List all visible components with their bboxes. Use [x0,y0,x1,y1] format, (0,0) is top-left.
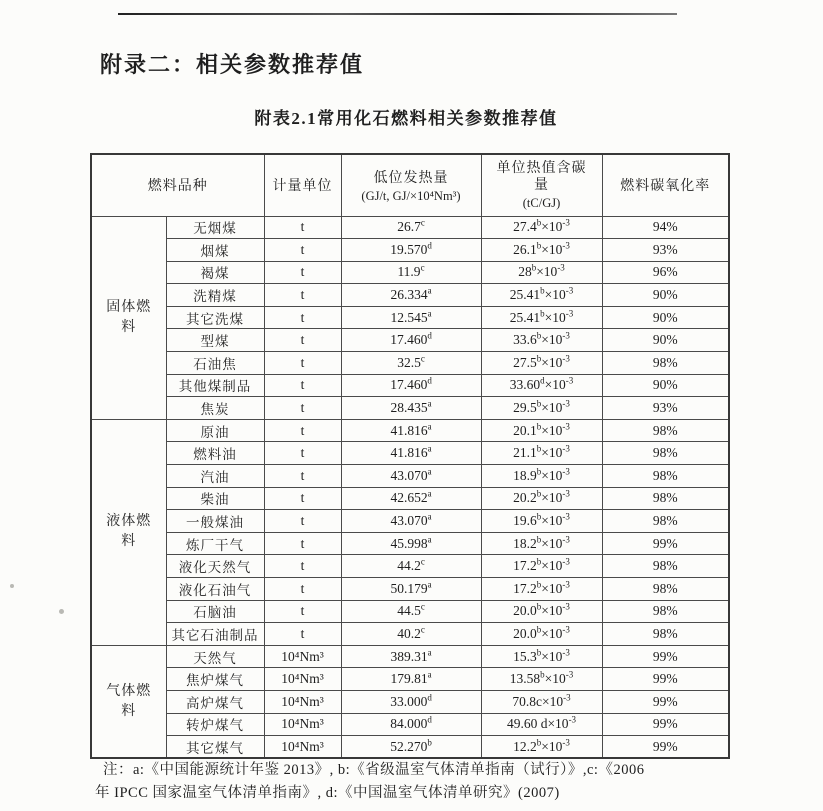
footnote-line-1: 注：a:《中国能源统计年鉴 2013》, b:《省级温室气体清单指南（试行）》,c:《2006 [103,762,645,778]
carbon-content-cell: $27.4^b\times 10^{-3}$ [481,216,602,239]
footnote-marker: -3 [562,443,570,454]
footnote-marker: b [540,285,545,296]
scan-speck [10,584,14,588]
carbon-content-cell: $29.5^b\times 10^{-3}$ [481,397,602,420]
fuel-category-label: 固体燃料 [106,299,152,335]
table-row [91,532,729,555]
footnote-marker: b [536,466,542,477]
fuel-name-cell: 石脑油 [166,600,264,623]
oxidation-rate-cell: 90% [602,306,729,329]
fuel-name-cell: 焦炉煤气 [166,668,264,691]
footnote-marker: d [427,692,432,703]
oxidation-rate-cell: 99% [602,690,729,713]
fuel-name-cell: 高炉煤气 [166,690,264,713]
fuel-parameters-table [90,153,730,759]
fuel-name-cell: 一般煤油 [166,510,264,533]
footnote-marker: b [536,240,542,251]
footnote-marker: -3 [563,692,571,703]
footnote-marker: b [536,579,542,590]
col-header-unit [264,154,341,216]
oxidation-rate-cell: 98% [602,600,729,623]
footnote-marker: d [427,330,432,341]
fuel-category-cell [91,419,166,645]
scan-speck [59,609,64,614]
footnote-marker: -3 [562,466,570,477]
ncv-cell: 41.816$^a$ [341,442,481,465]
header-row [91,154,729,216]
table-row [91,442,729,465]
carbon-content-cell: $33.60^d\times 10^{-3}$ [481,374,602,397]
carbon-content-cell: $18.9^b\times 10^{-3}$ [481,465,602,488]
unit-cell: 10⁴Nm³ [264,736,341,759]
footnote-marker: -3 [562,421,570,432]
ncv-cell: 28.435$^a$ [341,397,481,420]
fuel-name-cell: 褐煤 [166,261,264,284]
unit-cell: t [264,600,341,623]
footnote-marker: -3 [562,217,570,228]
table-row [91,487,729,510]
footnote-marker: b [536,443,542,454]
unit-cell: t [264,465,341,488]
footnote-marker: a [427,308,432,319]
footnote-marker: a [427,488,432,499]
ncv-cell: 33.000$^d$ [341,690,481,713]
footnote-marker: -3 [568,714,577,725]
table-row [91,623,729,646]
footnote-marker: a [427,511,432,522]
ncv-cell: 42.652$^a$ [341,487,481,510]
footnote-marker: c [420,556,425,567]
unit-cell: t [264,487,341,510]
ncv-cell: 19.570$^d$ [341,239,481,262]
footnote-marker: -3 [562,624,570,635]
unit-cell: t [264,216,341,239]
oxidation-rate-cell: 98% [602,352,729,375]
unit-cell: t [264,352,341,375]
table-row [91,397,729,420]
appendix-title: 附录二：相关参数推荐值 [100,52,365,77]
footnote-marker: c [420,353,425,364]
carbon-content-cell: $19.6^b\times 10^{-3}$ [481,510,602,533]
ncv-cell: 84.000$^d$ [341,713,481,736]
oxidation-rate-cell: 98% [602,465,729,488]
table-header [91,154,729,216]
unit-cell: t [264,239,341,262]
footnote-marker: -3 [562,647,570,658]
ncv-cell: 11.9$^c$ [341,261,481,284]
fuel-name-cell: 燃料油 [166,442,264,465]
oxidation-rate-cell: 99% [602,532,729,555]
oxidation-rate-cell: 99% [602,645,729,668]
col-header-unit-label: 计量单位 [272,179,333,195]
ncv-cell: 26.334$^a$ [341,284,481,307]
footnote-marker: b [536,353,542,364]
footnote-marker: -3 [562,330,570,341]
table-row [91,261,729,284]
fuel-name-cell: 其它煤气 [166,736,264,759]
table-footnotes [95,759,743,805]
col-header-fuel-type-label: 燃料品种 [147,179,208,195]
footnote-marker: -3 [565,285,574,296]
unit-cell: t [264,306,341,329]
carbon-content-cell: $21.1^b\times 10^{-3}$ [481,442,602,465]
carbon-content-cell: $12.2^b\times 10^{-3}$ [481,736,602,759]
carbon-content-cell: $20.2^b\times 10^{-3}$ [481,487,602,510]
footnote-marker: b [427,737,432,748]
col-header-fuel-type [91,154,264,216]
carbon-content-cell: $25.41^b\times 10^{-3}$ [481,306,602,329]
footnote-marker: b [536,534,542,545]
oxidation-rate-cell: 94% [602,216,729,239]
fuel-category-cell [91,645,166,758]
footnote-marker: -3 [565,308,574,319]
fuel-name-cell: 其他煤制品 [166,374,264,397]
unit-cell: 10⁴Nm³ [264,690,341,713]
col-header-carbon-title: 单位热值含碳量 [496,160,587,193]
ncv-cell: 179.81$^a$ [341,668,481,691]
footnote-marker: -3 [562,556,570,567]
fuel-name-cell: 液化石油气 [166,578,264,601]
footnote-marker: -3 [562,601,570,612]
unit-cell: t [264,555,341,578]
fuel-category-label: 气体燃料 [106,683,152,719]
footnote-marker: a [427,647,432,658]
footnote-marker: b [536,624,542,635]
footnote-marker: d [427,714,432,725]
oxidation-rate-cell: 98% [602,510,729,533]
unit-cell: t [264,374,341,397]
fuel-name-cell: 无烟煤 [166,216,264,239]
footnote-marker: b [540,669,545,680]
table-row [91,510,729,533]
footnote-marker: a [427,398,432,409]
fuel-name-cell: 石油焦 [166,352,264,375]
footnote-marker: -3 [562,353,570,364]
oxidation-rate-cell: 98% [602,578,729,601]
footnote-marker: c [420,624,425,635]
fuel-category-cell [91,216,166,419]
fuel-name-cell: 其它石油制品 [166,623,264,646]
ncv-cell: 32.5$^c$ [341,352,481,375]
footnote-marker: -3 [562,398,570,409]
table-row [91,668,729,691]
unit-cell: t [264,578,341,601]
table-row [91,284,729,307]
table-row [91,216,729,239]
footnote-marker: b [536,421,542,432]
unit-cell: 10⁴Nm³ [264,713,341,736]
fuel-name-cell: 烟煤 [166,239,264,262]
unit-cell: t [264,510,341,533]
carbon-content-cell: $17.2^b\times 10^{-3}$ [481,578,602,601]
ncv-cell: 40.2$^c$ [341,623,481,646]
footnote-marker: b [536,737,542,748]
footnote-marker: b [536,647,542,658]
carbon-content-cell: $25.41^b\times 10^{-3}$ [481,284,602,307]
oxidation-rate-cell: 99% [602,713,729,736]
footnote-marker: c [420,601,425,612]
ncv-cell: 26.7$^c$ [341,216,481,239]
oxidation-rate-cell: 90% [602,284,729,307]
carbon-content-cell: $33.6^b\times 10^{-3}$ [481,329,602,352]
fuel-name-cell: 洗精煤 [166,284,264,307]
footnote-marker: d [540,375,545,386]
oxidation-rate-cell: 99% [602,668,729,691]
col-header-ncv [341,154,481,216]
table-row [91,419,729,442]
oxidation-rate-cell: 93% [602,397,729,420]
footnote-marker: b [531,262,537,273]
footnote-marker: -3 [562,488,570,499]
fuel-name-cell: 转炉煤气 [166,713,264,736]
footnote-marker: a [427,443,432,454]
footnote-marker: d [427,375,432,386]
oxidation-rate-cell: 93% [602,239,729,262]
unit-cell: t [264,532,341,555]
col-header-ncv-title: 低位发热量 [373,170,449,186]
carbon-content-cell: 49.60 $d\times 10^{-3}$ [481,713,602,736]
footnote-marker: b [536,601,542,612]
footnote-marker: b [536,511,542,522]
col-header-carbon [481,154,602,216]
carbon-content-cell: $17.2^b\times 10^{-3}$ [481,555,602,578]
oxidation-rate-cell: 99% [602,736,729,759]
fuel-name-cell: 其它洗煤 [166,306,264,329]
fuel-name-cell: 原油 [166,419,264,442]
ncv-cell: 389.31$^a$ [341,645,481,668]
footnote-marker: -3 [562,534,570,545]
footnote-marker: -3 [565,375,574,386]
footnote-marker: -3 [557,262,565,273]
footnote-marker: c [420,262,425,273]
oxidation-rate-cell: 90% [602,374,729,397]
ncv-cell: 12.545$^a$ [341,306,481,329]
fuel-name-cell: 柴油 [166,487,264,510]
unit-cell: t [264,329,341,352]
unit-cell: t [264,284,341,307]
ncv-cell: 44.2$^c$ [341,555,481,578]
ncv-cell: 17.460$^d$ [341,329,481,352]
footnote-marker: a [427,579,432,590]
table-row [91,374,729,397]
unit-cell: t [264,442,341,465]
fuel-name-cell: 型煤 [166,329,264,352]
table-row [91,713,729,736]
carbon-content-cell: $26.1^b\times 10^{-3}$ [481,239,602,262]
footnote-marker: a [427,285,432,296]
footnote-marker: -3 [562,240,570,251]
footnote-marker: b [536,556,542,567]
carbon-content-cell: $15.3^b\times 10^{-3}$ [481,645,602,668]
fuel-name-cell: 液化天然气 [166,555,264,578]
carbon-content-cell: $20.1^b\times 10^{-3}$ [481,419,602,442]
footnote-marker: -3 [562,511,570,522]
footnote-marker: a [427,534,432,545]
ncv-cell: 17.460$^d$ [341,374,481,397]
unit-cell: 10⁴Nm³ [264,668,341,691]
ncv-cell: 50.179$^a$ [341,578,481,601]
ncv-cell: 44.5$^c$ [341,600,481,623]
oxidation-rate-cell: 96% [602,261,729,284]
ncv-cell: 52.270$^b$ [341,736,481,759]
fuel-name-cell: 炼厂干气 [166,532,264,555]
unit-cell: t [264,419,341,442]
footnote-marker: b [536,488,542,499]
table-row [91,352,729,375]
oxidation-rate-cell: 98% [602,419,729,442]
footnote-marker: b [536,398,542,409]
fuel-name-cell: 天然气 [166,645,264,668]
unit-cell: 10⁴Nm³ [264,645,341,668]
oxidation-rate-cell: 98% [602,555,729,578]
carbon-content-cell: $28^b\times 10^{-3}$ [481,261,602,284]
table-row [91,306,729,329]
unit-cell: t [264,397,341,420]
table-body [91,216,729,758]
carbon-content-cell: $27.5^b\times 10^{-3}$ [481,352,602,375]
footnote-line-2: 年 IPCC 国家温室气体清单指南》, d:《中国温室气体清单研究》(2007) [95,785,560,801]
ncv-cell: 43.070$^a$ [341,465,481,488]
footnote-marker: b [536,217,542,228]
table-row [91,645,729,668]
unit-cell: t [264,623,341,646]
fuel-name-cell: 汽油 [166,465,264,488]
footnote-marker: a [427,669,432,680]
col-header-oxidation-label: 燃料碳氧化率 [620,179,711,195]
oxidation-rate-cell: 98% [602,487,729,510]
footnote-marker: b [540,308,545,319]
table-row [91,578,729,601]
footnote-marker: b [536,330,542,341]
carbon-content-cell: $20.0^b\times 10^{-3}$ [481,623,602,646]
unit-cell: t [264,261,341,284]
table-caption: 附表2.1常用化石燃料相关参数推荐值 [254,109,558,128]
table-row [91,239,729,262]
footnote-marker: -3 [565,669,574,680]
carbon-content-cell: $13.58^b\times 10^{-3}$ [481,668,602,691]
oxidation-rate-cell: 98% [602,442,729,465]
ncv-cell: 45.998$^a$ [341,532,481,555]
col-header-carbon-unit: (tC/GJ) [522,195,561,210]
table-row [91,555,729,578]
oxidation-rate-cell: 98% [602,623,729,646]
scan-artifact-line [118,13,677,15]
carbon-content-cell: $70.8c\times 10^{-3}$ [481,690,602,713]
footnote-marker: a [427,466,432,477]
footnote-marker: a [427,421,432,432]
ncv-cell: 41.816$^a$ [341,419,481,442]
table-row [91,465,729,488]
footnote-marker: d [427,240,432,251]
carbon-content-cell: $18.2^b\times 10^{-3}$ [481,532,602,555]
table-row [91,736,729,759]
table-row [91,600,729,623]
col-header-ncv-unit: (GJ/t, GJ/×10⁴Nm³) [361,188,461,203]
col-header-oxidation [602,154,729,216]
footnote-marker: c [420,217,425,228]
footnote-marker: -3 [562,579,570,590]
carbon-content-cell: $20.0^b\times 10^{-3}$ [481,600,602,623]
ncv-cell: 43.070$^a$ [341,510,481,533]
footnote-marker: -3 [562,737,570,748]
oxidation-rate-cell: 90% [602,329,729,352]
fuel-category-label: 液体燃料 [106,514,152,550]
table-row [91,329,729,352]
fuel-name-cell: 焦炭 [166,397,264,420]
table-row [91,690,729,713]
